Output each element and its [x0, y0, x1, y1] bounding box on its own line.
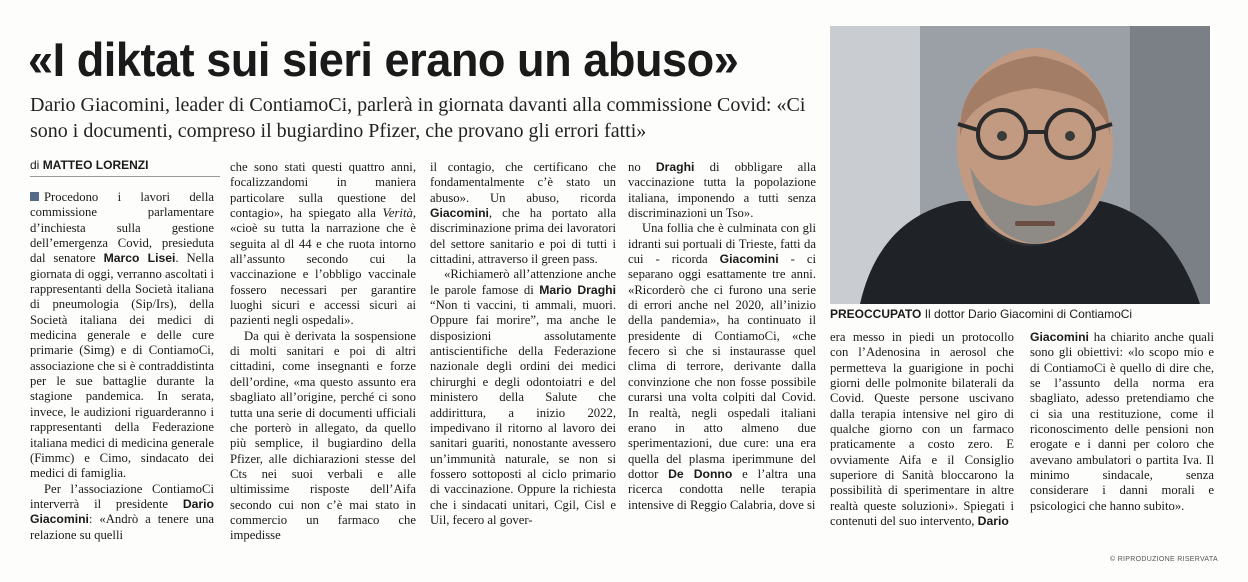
text-run: ha chiarito anche quali sono gli obiettivi: «lo scopo mio e di ContiamoCi è quello di dire che, se l’assunto della norma era sbagliato, adesso pretendiamo che ci sia una restituzione, come il riconoscimento delle pensioni non erogate e i danni per coloro che avevano ambulatori o partita Iva. Il minimo sindacale, senza considerare i danni morali e psicologici che hanno subito».	[1030, 330, 1214, 513]
text-run: . Nella giornata di oggi, verranno ascoltati i rappresentanti della Società italiana di pneumologia (Sip/Irs), della Società italiana dei medici di medicina generale e delle cure primarie (Simg) e di ContiamoCi, associazione che si è contraddistinta per le sue battaglie durante la stagione pandemica. In serata, invece, le audizioni riguarderanno i rappresentanti della Federazione italiana medici di medicina generale (Fimmc) e Cimo, sindacato dei medici di famiglia.	[30, 251, 214, 481]
portrait-photo	[830, 26, 1210, 304]
portrait-illustration	[830, 26, 1210, 304]
person-name: Giacomini	[719, 252, 779, 267]
text-run: di obbligare alla vaccinazione tutta la popolazione italiana, imponendo a tutti senza discriminazioni un Tso».	[628, 160, 816, 221]
article-column-1	[30, 190, 214, 543]
text-run: , che ha portato alla discriminazione prima dei lavoratori del settore sanitario e poi di tutti i cittadini, attraverso il green pass.	[430, 206, 616, 267]
text-run: : «Andrò a tenere una relazione su quelli	[30, 512, 214, 542]
person-name: De Donno	[668, 466, 733, 481]
text-run: , «cioè su tutta la narrazione che è seguita al dl 44 e che ruota intorno all’assunto secondo cui la vaccinazione e l’obbligo vaccinale fossero necessari per garantire luoghi sicuri e accessi sicuri ai pazienti negli ospedali».	[230, 206, 416, 328]
byline	[30, 158, 220, 177]
text-run: Una follia che è culminata con gli idranti sui portuali di Trieste, fatti da cui - ricorda	[628, 221, 816, 267]
article-column-2	[230, 160, 416, 544]
text-run: «Richiamerò all’attenzione anche le parole famose di	[430, 267, 616, 297]
caption-text: Il dottor Dario Giacomini di ContiamoCi	[924, 307, 1133, 321]
paragraph	[628, 221, 816, 513]
person-name: Dario	[977, 514, 1009, 529]
text-run: e l’altra una ricerca condotta nelle terapia intensive di Reggio Calabria, dove si	[628, 466, 816, 512]
photo-caption	[830, 306, 1210, 322]
headline: «I diktat sui sieri erano un abuso»	[28, 33, 739, 86]
copyright-notice: © RIPRODUZIONE RISERVATA	[1110, 556, 1218, 563]
paragraph	[30, 482, 214, 543]
caption-label: PREOCCUPATO	[830, 307, 922, 321]
paragraph	[1030, 330, 1214, 514]
paragraph	[430, 160, 616, 267]
text-run: Procedono i lavori della commissione parlamentare d’inchiesta sulla gestione dell’emergenza Covid, presieduta dal senatore	[30, 190, 214, 266]
paragraph	[230, 160, 416, 329]
paragraph	[830, 330, 1014, 529]
text-run: no	[628, 160, 656, 174]
text-run: - ci separano oggi esattamente tre anni. «Ricorderò che ci furono una serie di errori anche nel 2020, all’inizio della pandemia», ha continuato il presidente di ContiamoCi, «che fecero sì che si instaurasse quel clima di terrore, derivante dalla convinzione che non fosse possibile curarsi una volta colpiti dal Covid. In realtà, negli ospedali italiani erano in atto almeno due sperimentazioni, due cure: una era quella del plasma iperimmune del dottor	[628, 252, 816, 481]
byline-author: MATTEO LORENZI	[42, 158, 149, 172]
person-name: Giacomini	[430, 206, 489, 221]
person-name: Draghi	[655, 160, 695, 174]
text-run: che sono stati questi quattro anni, focalizzandomi in maniera particolare sulla questione del contagio», ha spiegato alla	[230, 160, 416, 221]
text-run: “Non ti vaccini, ti ammali, muori. Oppure fai morire”, ma anche le disposizioni assolutamente antiscientifiche della Federazione nazionale degli ordini dei medici chirurghi e degli odontoiatri e del ministero della Salute che addirittura, a inizio 2022, impedivano il ritorno al lavoro dei sanitari guariti, nonostante avessero un’immunità naturale, se non si fossero sottoposti al ciclo primario di vaccinazione. Oppure la richiesta che i sindacati unitari, Cgil, Cisl e Uil, fecero al gover-	[430, 298, 616, 527]
article-column-3	[430, 160, 616, 528]
article-column-6	[1030, 330, 1214, 514]
article-column-5	[830, 330, 1014, 529]
person-name: Giacomini	[1030, 330, 1089, 344]
person-name: Mario Draghi	[539, 282, 616, 297]
paragraph	[628, 160, 816, 221]
section-marker-icon	[30, 192, 39, 201]
text-run: il contagio, che certificano che fondamentalmente c’è stato un abuso». Un abuso, ricorda	[430, 160, 616, 205]
article-column-4	[628, 160, 816, 513]
paragraph	[430, 267, 616, 528]
text-run: Per l’associazione ContiamoCi interverrà il presidente	[30, 481, 214, 511]
byline-prefix: di	[30, 158, 40, 172]
paragraph: Da qui è derivata la sospensione di molti sanitari e poi di altri cittadini, come insegnanti e forze dell’ordine, «ma questo assunto era sbagliato all’origine, perché ci sono tutta una serie di documenti ufficiali che porterò in allegato, da quello più semplice, il bugiardino della Pfizer, alle dichiarazioni stesse del Cts nei suoi verbali e alle ultimissime risposte dell’Aifa secondo cui non c’è mai stato in commercio un farmaco che impedisse	[230, 328, 416, 543]
newspaper-name: Verità	[382, 206, 413, 221]
paragraph	[30, 190, 214, 482]
person-name: Marco Lisei	[103, 251, 176, 266]
text-run: era messo in piedi un protocollo con l’Adenosina in aerosol che permetteva la guarigione in pochi giorni delle polmonite bilaterali da Covid. Queste persone uscivano dalla terapia intensive nel giro di qualche giorno con un farmaco praticamente a costo zero. E ovviamente Aifa e il Consiglio superiore di Sanità bloccarono la possibilità di sperimentare in altre realtà queste soluzioni». Spiegati i contenuti del suo intervento,	[830, 330, 1014, 529]
person-name: Dario Giacomini	[30, 496, 214, 527]
subheadline: Dario Giacomini, leader di ContiamoCi, parlerà in giornata davanti alla commissione Covid: «Ci sono i documenti, compreso il bugiardino Pfizer, che provano gli errori fatti»	[30, 94, 806, 142]
